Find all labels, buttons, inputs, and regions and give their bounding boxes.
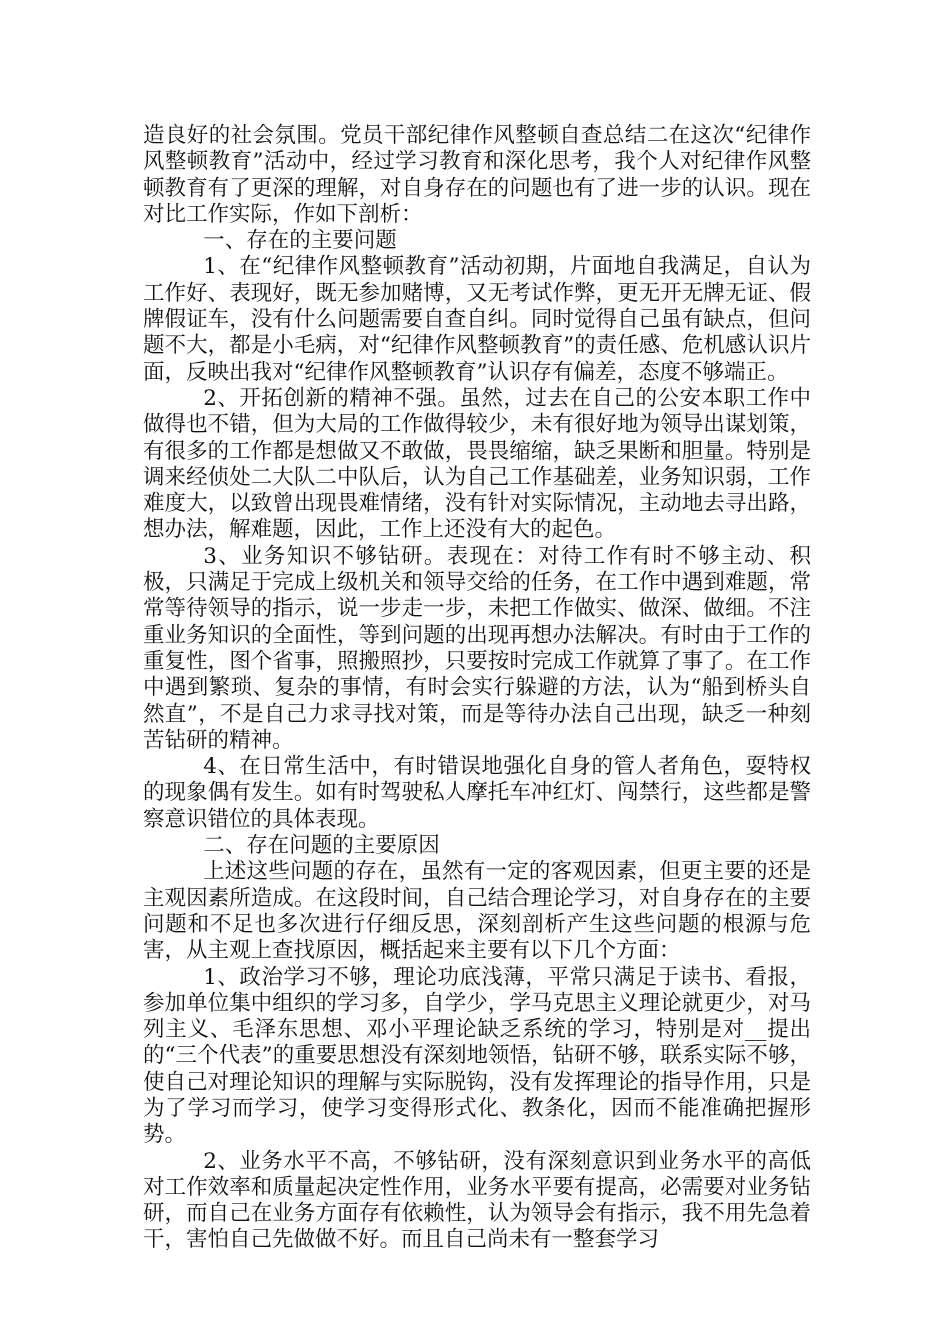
paragraph-causes-intro: 上述这些问题的存在，虽然有一定的客观因素，但更主要的还是主观因素所造成。在这段时间，自己结合理论学习，对自身存在的主要问题和不足也多次进行仔细反思，深刻剖析产生这些问题的根源与危害，从主观上查找原因，概括起来主要有以下几个方面： (143, 859, 811, 964)
document-body (143, 123, 811, 1254)
paragraph-cause-2: 2、业务水平不高，不够钻研，没有深刻意识到业务水平的高低对工作效率和质量起决定性作用，业务水平要有提高，必需要对业务钻研，而自己在业务方面存有依赖性，认为领导会有指示，我不用先急着干，害怕自己先做做不好。而且自己尚未有一整套学习 (143, 1148, 811, 1253)
paragraph-cause-1: 1、政治学习不够，理论功底浅薄，平常只满足于读书、看报，参加单位集中组织的学习多，自学少，学马克思主义理论就更少，对马列主义、毛泽东思想、邓小平理论缺乏系统的学习，特别是对__提出的“三个代表”的重要思想没有深刻地领悟，钻研不够，联系实际不够，使自己对理论知识的理解与实际脱钩，没有发挥理论的指导作用，只是为了学习而学习，使学习变得形式化、教条化，因而不能准确把握形势。 (143, 964, 811, 1148)
heading-main-causes: 二、存在问题的主要原因 (203, 833, 440, 859)
paragraph-problem-1: 1、在“纪律作风整顿教育”活动初期，片面地自我满足，自认为工作好、表现好，既无参加赌博，又无考试作弊，更无开无牌无证、假牌假证车，没有什么问题需要自查自纠。同时觉得自己虽有缺点，但问题不大，都是小毛病，对“纪律作风整顿教育”的责任感、危机感认识片面，反映出我对“纪律作风整顿教育”认识存有偏差，态度不够端正。 (143, 254, 811, 385)
paragraph-problem-4: 4、在日常生活中，有时错误地强化自身的管人者角色，耍特权的现象偶有发生。如有时驾驶私人摩托车冲红灯、闯禁行，这些都是警察意识错位的具体表现。 (143, 754, 811, 832)
heading-main-problems: 一、存在的主要问题 (203, 228, 397, 254)
paragraph-problem-3: 3、业务知识不够钻研。表现在：对待工作有时不够主动、积极，只满足于完成上级机关和领导交给的任务，在工作中遇到难题，常常等待领导的指示，说一步走一步，未把工作做实、做深、做细。不注重业务知识的全面性，等到问题的出现再想办法解决。有时由于工作的重复性，图个省事，照搬照抄，只要按时完成工作就算了事了。在工作中遇到繁琐、复杂的事情，有时会实行躲避的方法，认为“船到桥头自然直”，不是自己力求寻找对策，而是等待办法自己出现，缺乏一种刻苦钻研的精神。 (143, 543, 811, 753)
paragraph-intro: 造良好的社会氛围。党员干部纪律作风整顿自查总结二在这次“纪律作风整顿教育”活动中，经过学习教育和深化思考，我个人对纪律作风整顿教育有了更深的理解，对自身存在的问题也有了进一步的认识。现在对比工作实际，作如下剖析： (143, 123, 811, 227)
paragraph-problem-2: 2、开拓创新的精神不强。虽然，过去在自己的公安本职工作中做得也不错，但为大局的工作做得较少，未有很好地为领导出谋划策，有很多的工作都是想做又不敢做，畏畏缩缩，缺乏果断和胆量。特别是调来经侦处二大队二中队后，认为自己工作基础差，业务知识弱，工作难度大，以致曾出现畏难情绪，没有针对实际情况，主动地去寻出路，想办法，解难题，因此，工作上还没有大的起色。 (143, 385, 811, 543)
